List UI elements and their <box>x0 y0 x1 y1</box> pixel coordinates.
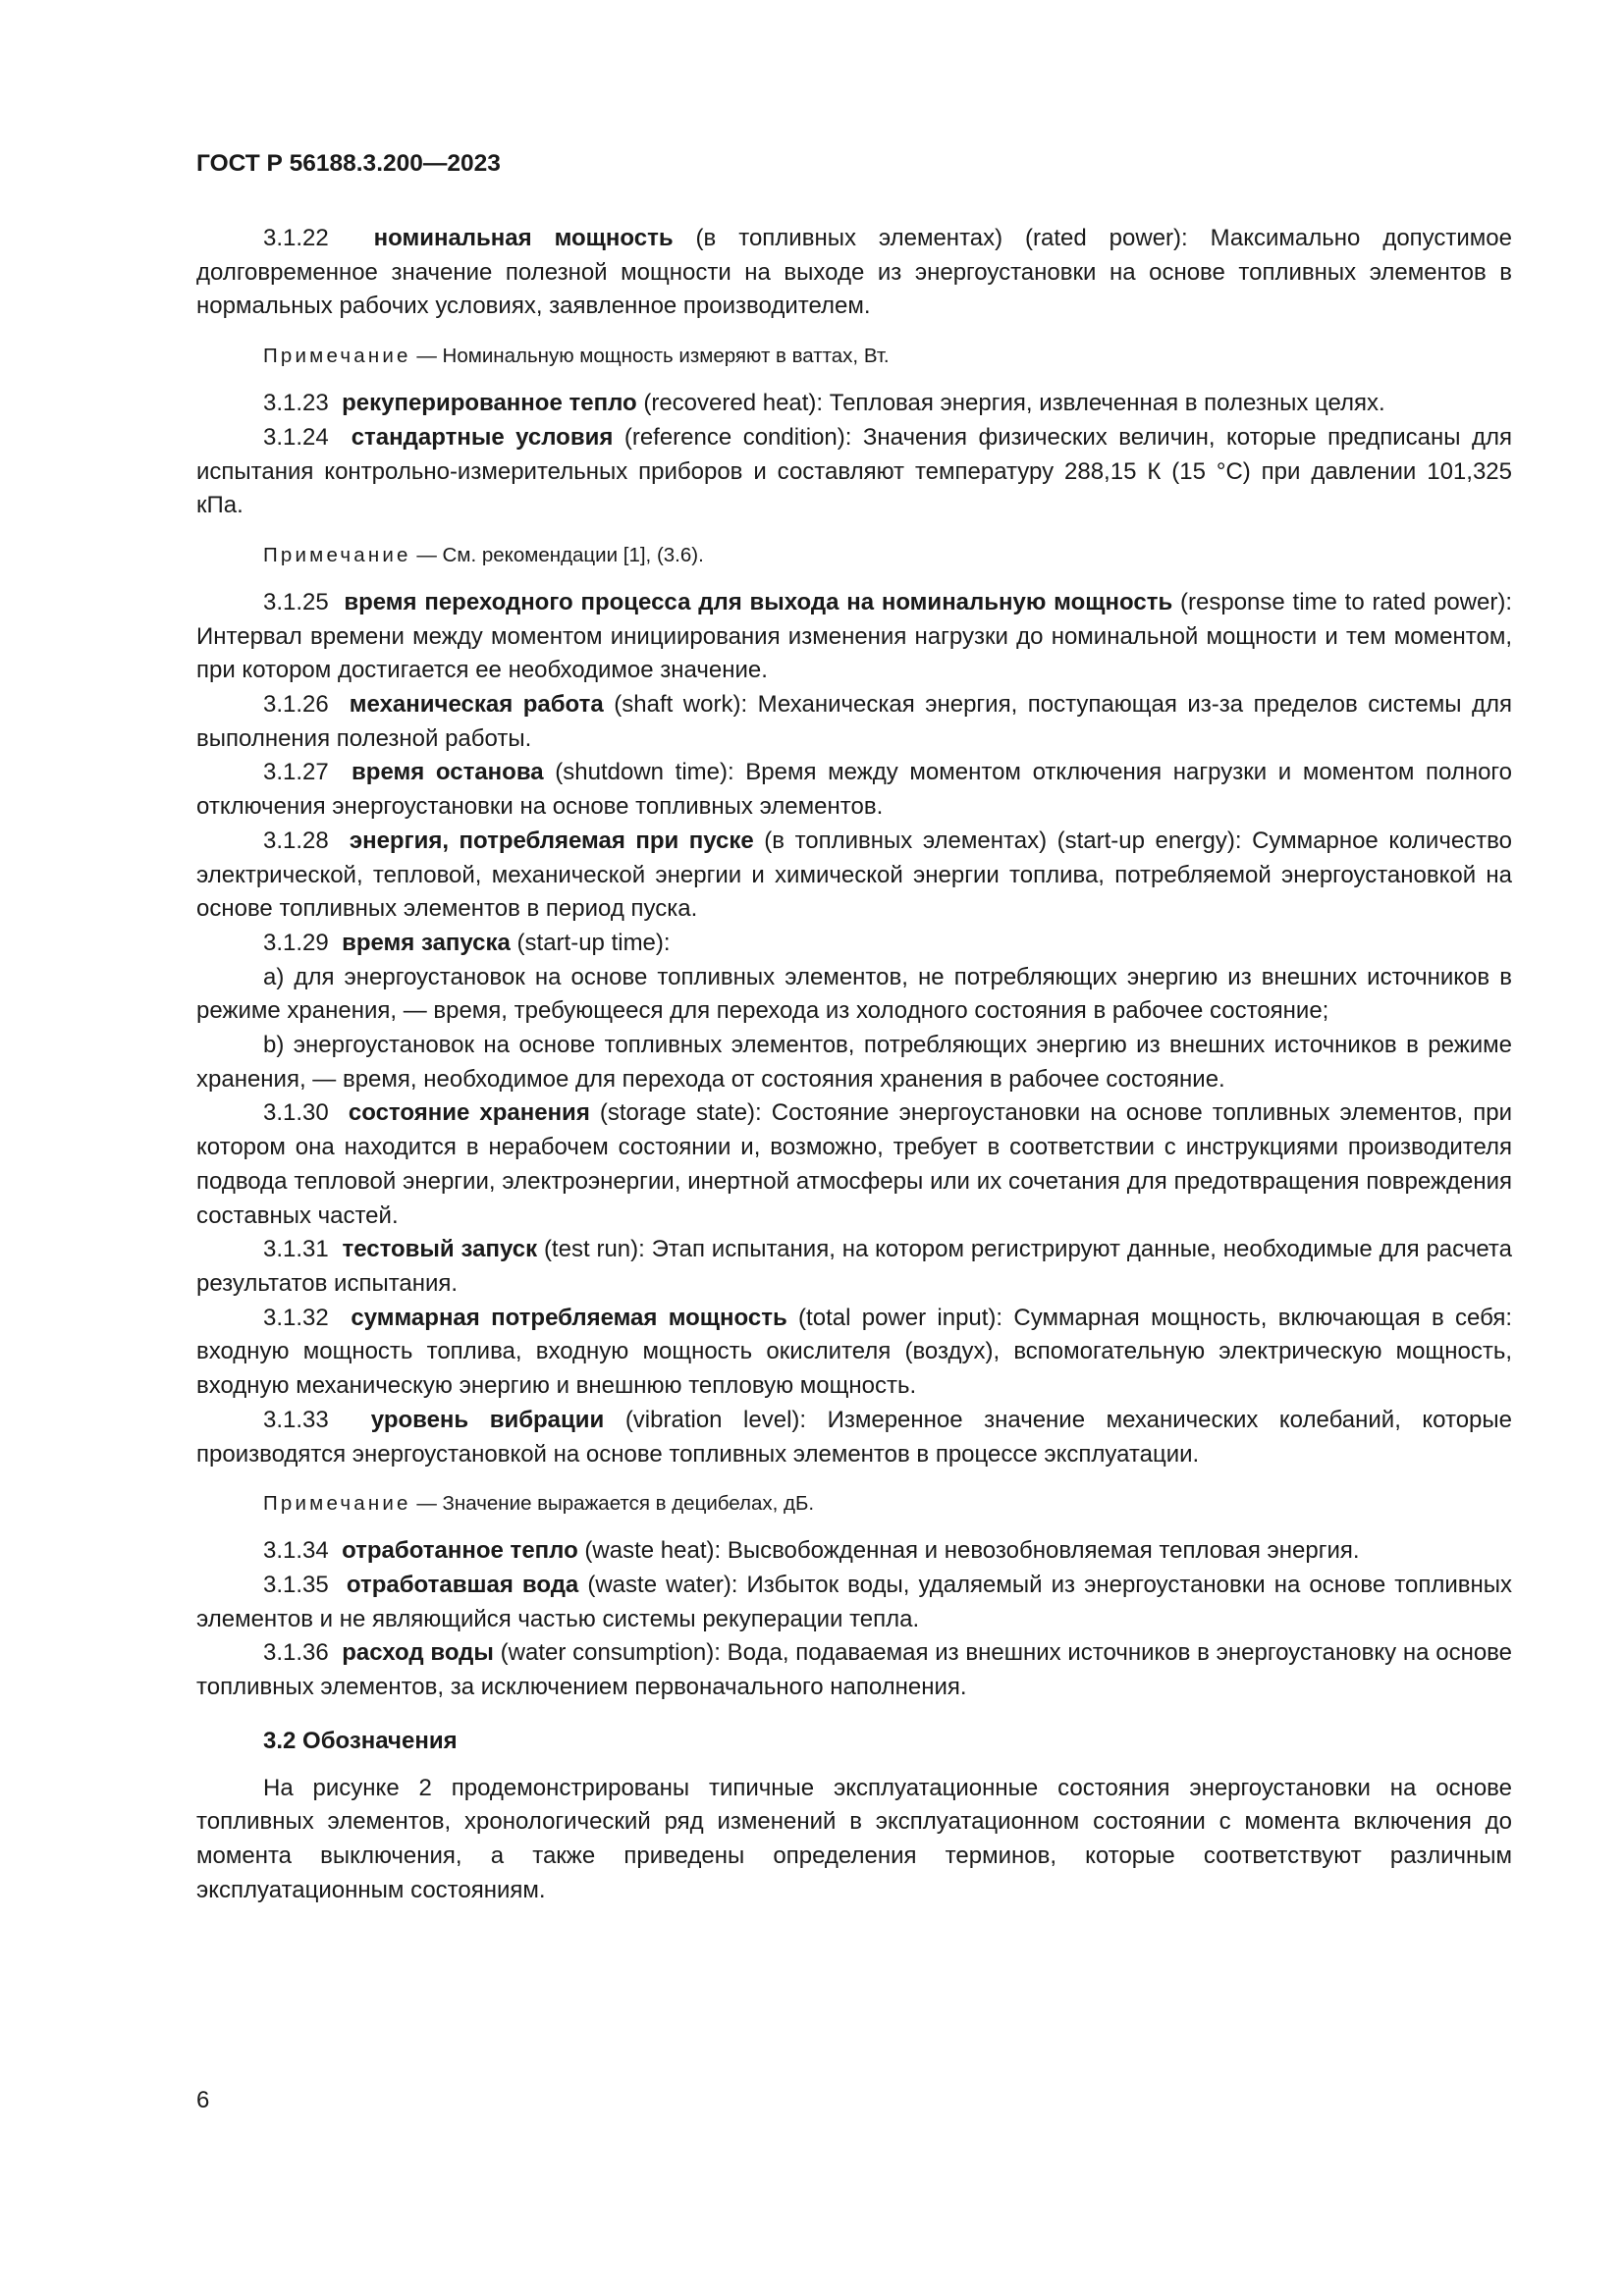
term-definition: (water consumption): Вода, подаваемая из внешних источников в энергоустановку на основе топливных элементов, за исключением первоначального наполнения. <box>196 1639 1512 1701</box>
term-number: 3.1.34 <box>263 1537 329 1565</box>
term-name: энергия, потребляемая при пуске <box>349 827 754 854</box>
section-body-3-2: На рисунке 2 продемонстрированы типичные эксплуатационные состояния энергоустановки на основе топливных элементов, хронологический ряд изменений в эксплуатационном состоянии с момента включения до момента выключения, а также приведены определения терминов, которые соответствуют различным эксплуатационным состояниям. <box>196 1774 1512 1903</box>
term-entry-3-1-34 <box>196 1534 1512 1569</box>
term-number: 3.1.31 <box>263 1236 329 1263</box>
term-definition: (shutdown time): Время между моментом отключения нагрузки и моментом полного отключения энергоустановки на основе топливных элементов. <box>196 759 1512 821</box>
term-entry-3-1-31 <box>196 1233 1512 1301</box>
term-entry-3-1-33 <box>196 1404 1512 1471</box>
term-definition: (в топливных элементах) (rated power): Максимально допустимое долговременное значение полезной мощности на выходе из энергоустановки на основе топливных элементов в нормальных рабочих условиях, заявленное производителем. <box>196 225 1512 320</box>
term-definition: (recovered heat): Тепловая энергия, извлеченная в полезных целях. <box>636 390 1385 417</box>
term-entry-3-1-25 <box>196 586 1512 688</box>
note-3-1-22 <box>196 342 1512 371</box>
term-number: 3.1.27 <box>263 759 329 786</box>
term-name: отработанное тепло <box>342 1537 578 1565</box>
term-definition: (waste heat): Высвобожденная и невозобновляемая тепловая энергия. <box>577 1537 1360 1565</box>
term-number: 3.1.35 <box>263 1571 329 1598</box>
term-name: расход воды <box>342 1639 494 1667</box>
term-name: время останова <box>352 759 544 786</box>
note-text: — См. рекомендации [1], (3.6). <box>416 543 704 566</box>
term-definition: (total power input): Суммарная мощность, включающая в себя: входную мощность топлива, входную мощность окислителя (воздух), вспомогательную электрическую мощность, входную механическую энергию и внешнюю тепловую мощность. <box>196 1304 1512 1400</box>
term-definition: (response time to rated power): Интервал времени между моментом инициирования изменения нагрузки до номинальной мощности и тем моментом, при котором достигается ее необходимое значение. <box>196 588 1512 684</box>
term-number: 3.1.23 <box>263 390 329 417</box>
term-name: время переходного процесса для выхода на номинальную мощность <box>344 588 1173 615</box>
term-definition: (в топливных элементах) (start-up energy): Суммарное количество электрической, тепловой, механической энергии и химической энергии топлива, потребляемой энергоустановкой на основе топливных элементов в период пуска. <box>196 827 1512 923</box>
term-definition: (start-up time): <box>510 929 671 956</box>
term-number: 3.1.26 <box>263 691 329 719</box>
term-name: суммарная потребляемая мощность <box>351 1304 787 1331</box>
term-number: 3.1.33 <box>263 1406 329 1433</box>
term-entry-3-1-29-a: a) для энергоустановок на основе топливных элементов, не потребляющих энергию из внешних источников в режиме хранения, — время, требующееся для перехода из холодного состояния в рабочее состояние; <box>196 963 1512 1025</box>
term-entry-3-1-29-b: b) энергоустановок на основе топливных элементов, потребляющих энергию из внешних источников в режиме хранения, — время, необходимое для перехода от состояния хранения в рабочее состояние. <box>196 1032 1512 1093</box>
term-name: время запуска <box>342 929 511 956</box>
term-number: 3.1.36 <box>263 1639 329 1667</box>
term-number: 3.1.29 <box>263 929 329 956</box>
term-entry-3-1-27 <box>196 756 1512 824</box>
section-title-3-2: 3.2 Обозначения <box>263 1727 458 1754</box>
term-definition: (waste water): Избыток воды, удаляемый из энергоустановки на основе топливных элементов и не являющийся частью системы рекуперации тепла. <box>196 1571 1513 1632</box>
term-name: тестовый запуск <box>342 1236 538 1263</box>
term-name: стандартные условия <box>351 423 614 451</box>
term-definition: (test run): Этап испытания, на котором регистрируют данные, необходимые для расчета результатов испытания. <box>196 1236 1513 1297</box>
term-entry-3-1-35 <box>196 1569 1512 1636</box>
note-3-1-24 <box>196 541 1512 570</box>
term-definition: (vibration level): Измеренное значение механических колебаний, которые производятся энергоустановкой на основе топливных элементов в процессе эксплуатации. <box>196 1406 1512 1468</box>
note-label: Примечание <box>263 345 411 368</box>
term-entry-3-1-36 <box>196 1636 1512 1704</box>
document-page <box>196 147 1512 1908</box>
term-name: состояние хранения <box>348 1099 590 1127</box>
term-number: 3.1.22 <box>263 225 329 251</box>
term-entry-3-1-30 <box>196 1096 1512 1233</box>
term-name: рекуперированное тепло <box>342 390 637 417</box>
term-name: номинальная мощность <box>373 225 674 251</box>
term-entry-3-1-24 <box>196 421 1512 523</box>
term-definition: (shaft work): Механическая энергия, поступающая из-за пределов системы для выполнения полезной работы. <box>196 691 1513 752</box>
term-definition: (storage state): Состояние энергоустановки на основе топливных элементов, при котором она находится в нерабочем состоянии и, возможно, требует в соответствии с инструкциями производителя подвода тепловой энергии, электроэнергии, инертной атмосферы или их сочетания для предотвращения повреждения составных частей. <box>196 1099 1513 1229</box>
standard-header: ГОСТ Р 56188.3.200—2023 <box>196 150 501 177</box>
term-name: отработавшая вода <box>346 1571 579 1598</box>
term-definition: (reference condition): Значения физических величин, которые предписаны для испытания контрольно-измерительных приборов и составляют температуру 288,15 К (15 °С) при давлении 101,325 кПа. <box>196 423 1512 519</box>
term-number: 3.1.30 <box>263 1099 329 1127</box>
term-number: 3.1.28 <box>263 827 329 854</box>
page-number: 6 <box>196 2087 210 2113</box>
term-number: 3.1.25 <box>263 588 329 615</box>
term-entry-3-1-28 <box>196 825 1512 927</box>
term-number: 3.1.32 <box>263 1304 329 1331</box>
note-text: — Значение выражается в децибелах, дБ. <box>416 1492 815 1516</box>
term-entry-3-1-22 <box>196 222 1512 324</box>
term-entry-3-1-23 <box>196 387 1512 421</box>
term-entry-3-1-29 <box>196 927 1512 961</box>
note-label: Примечание <box>263 543 411 566</box>
term-number: 3.1.24 <box>263 423 329 451</box>
term-name: уровень вибрации <box>370 1406 605 1433</box>
term-entry-3-1-32 <box>196 1302 1512 1404</box>
note-label: Примечание <box>263 1492 411 1516</box>
term-name: механическая работа <box>349 691 604 719</box>
term-entry-3-1-26 <box>196 688 1512 756</box>
note-3-1-33 <box>196 1489 1512 1519</box>
note-text: — Номинальную мощность измеряют в ваттах, Вт. <box>416 345 890 368</box>
